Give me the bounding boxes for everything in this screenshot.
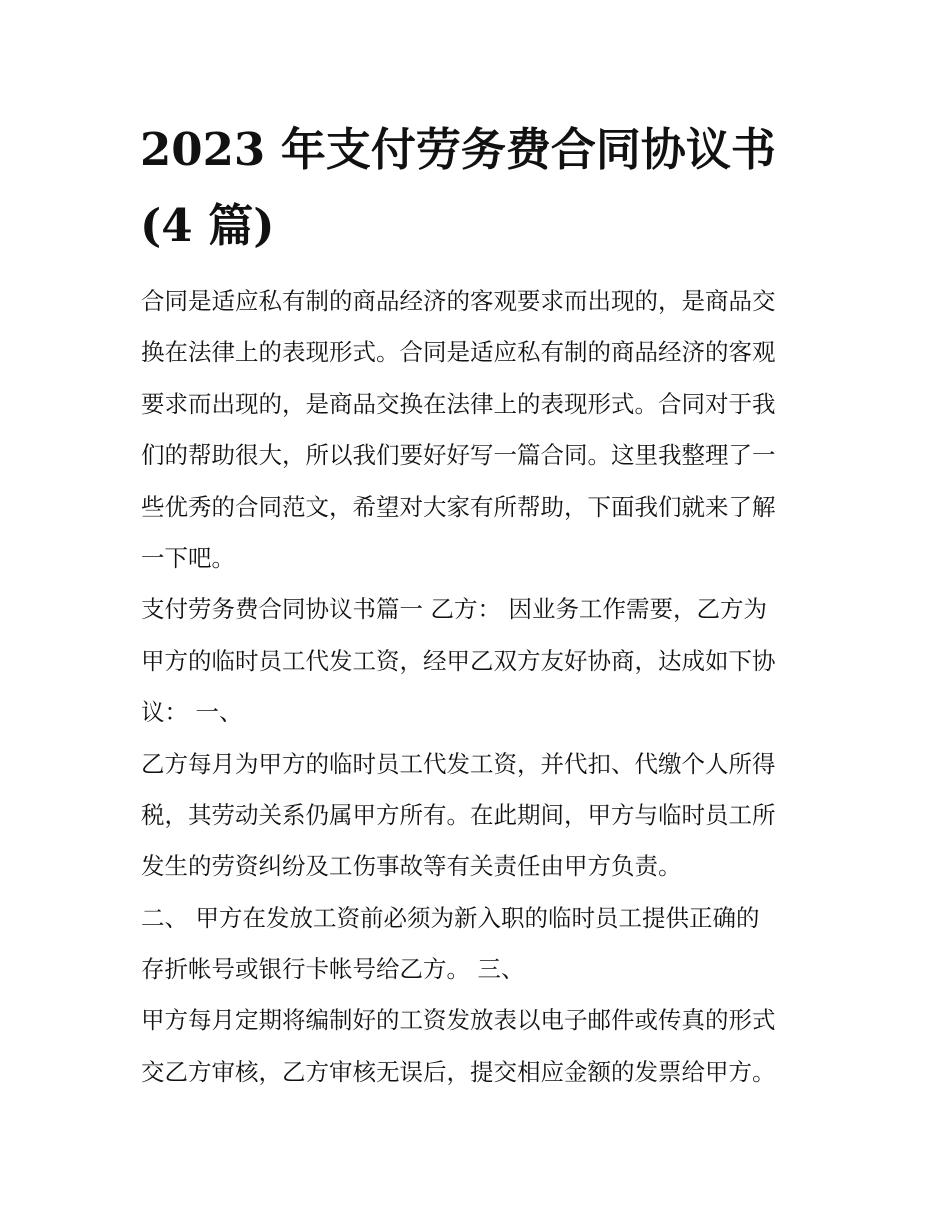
body-line-8: 甲方的临时员工代发工资，经甲乙双方友好协商，达成如下协 [141, 646, 776, 675]
document-title [140, 112, 830, 264]
body-line-9: 议： 一、 [141, 698, 243, 727]
body-line-10: 乙方每月为甲方的临时员工代发工资，并代扣、代缴个人所得 [141, 749, 776, 778]
body-line-15: 甲方每月定期将编制好的工资发放表以电子邮件或传真的形式 [141, 1006, 776, 1035]
title-line-2: (4 篇) [140, 199, 275, 252]
body-line-12: 发生的劳资纠纷及工伤事故等有关责任由甲方负责。 [141, 852, 682, 881]
body-line-14: 存折帐号或银行卡帐号给乙方。 三、 [141, 955, 525, 984]
body-line-2: 换在法律上的表现形式。合同是适应私有制的商品经济的客观 [141, 338, 776, 367]
body-line-4: 们的帮助很大，所以我们要好好写一篇合同。这里我整理了一 [141, 441, 776, 470]
body-line-3: 要求而出现的，是商品交换在法律上的表现形式。合同对于我 [141, 389, 776, 418]
body-line-5: 些优秀的合同范文，希望对大家有所帮助，下面我们就来了解 [141, 492, 776, 521]
body-line-6: 一下吧。 [141, 543, 235, 572]
title-line-1: 2023 年支付劳务费合同协议书 [140, 123, 776, 176]
body-line-13: 二、 甲方在发放工资前必须为新入职的临时员工提供正确的 [141, 903, 760, 932]
body-line-7: 支付劳务费合同协议书篇一 乙方： 因业务工作需要，乙方为 [141, 595, 767, 624]
document-body [141, 276, 821, 1098]
body-line-11: 税，其劳动关系仍属甲方所有。在此期间，甲方与临时员工所 [141, 800, 776, 829]
body-line-16: 交乙方审核，乙方审核无误后，提交相应金额的发票给甲方。 [141, 1057, 776, 1086]
body-line-1: 合同是适应私有制的商品经济的客观要求而出现的，是商品交 [141, 287, 776, 315]
